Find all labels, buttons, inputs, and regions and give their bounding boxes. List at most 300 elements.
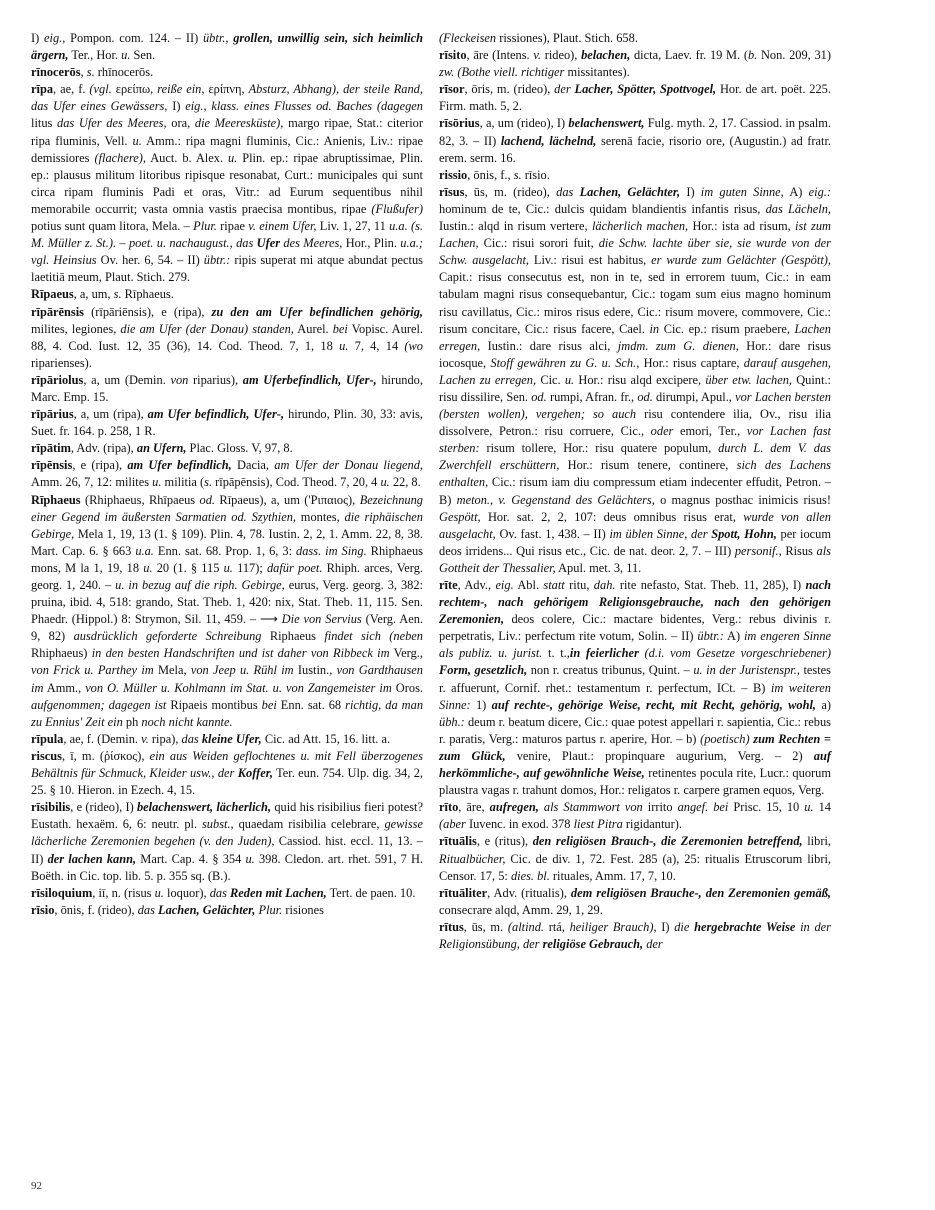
bold-italic-inner: auf herkömmliche-, auf gewöhnliche Weise, xyxy=(439,748,831,781)
headword: rīpula xyxy=(31,731,64,746)
dictionary-entry xyxy=(31,457,423,491)
headword: rīpēnsis xyxy=(31,458,73,473)
text-segment: Auct. b. Alex. xyxy=(145,150,228,165)
text-segment: , ae, f. (Demin. xyxy=(63,731,142,746)
text-segment: Ter., Hor. xyxy=(68,48,122,63)
bold-italic-text xyxy=(533,834,803,848)
italic-text: u. xyxy=(143,560,153,575)
italic-text: das Lächeln, xyxy=(765,201,832,216)
italic-text: übtr.: xyxy=(697,629,724,644)
bold-italic-text xyxy=(230,886,327,900)
text-segment: Mela 1, 19, 13 (1. § 109). Plin. 4, 78. Iustin. 2, 2, 1. Amm. 22, 8, 38. Mart. Cap. 6. § 663 xyxy=(31,526,423,558)
italic-text: das xyxy=(137,902,158,917)
text-segment: , ōris, m. (rideo), xyxy=(464,82,555,97)
left-column xyxy=(31,30,423,919)
italic-text: u. xyxy=(132,133,142,148)
text-segment: Tert. de paen. 10. xyxy=(326,885,416,900)
bold-italic-text xyxy=(257,236,280,250)
text-segment: Aurel. xyxy=(293,321,333,336)
dictionary-entry xyxy=(31,286,423,303)
text-segment: hirundo, Plin. 30, 33: avis, Suet. fr. 164. p. 258, 1 R. xyxy=(31,407,423,439)
text-segment: Rīphaeus. xyxy=(121,287,174,302)
headword: rīsus xyxy=(439,184,465,199)
text-segment: Fulg. myth. 2, 17. Cassiod. in psalm. 82, 3. – II) xyxy=(439,116,832,148)
italic-text: jmdm. zum G. dienen, xyxy=(617,338,739,353)
italic-text: Gespött, xyxy=(439,509,481,524)
dictionary-entry xyxy=(31,304,423,372)
text-segment: Ripaeis montibus xyxy=(166,697,262,712)
text-segment: Oros. xyxy=(391,680,423,695)
italic-text: der xyxy=(554,82,575,97)
italic-text: als Gottheit der Thessalier, xyxy=(439,543,831,575)
bold-italic-inner: kleine Ufer, xyxy=(201,731,262,746)
text-segment: , iī, n. (risus xyxy=(92,885,155,900)
text-segment: Risus xyxy=(781,543,817,558)
italic-text: v. xyxy=(533,48,542,63)
bold-italic-inner: auf rechte-, gehörige Weise, recht, mit Recht, gehörig, wohl, xyxy=(491,697,817,712)
bold-italic-inner: grollen, unwillig sein, sich heimlich ärgern, xyxy=(31,31,423,63)
headword: rīsito xyxy=(439,48,467,63)
italic-text: u. xyxy=(223,560,233,575)
italic-text: (Flußufer) xyxy=(371,201,423,216)
text-segment: , ōnis, f., xyxy=(467,167,514,182)
text-segment: , e (ritus), xyxy=(476,834,533,849)
bold-italic-text xyxy=(568,116,644,130)
text-segment: ερίπνη, xyxy=(204,82,249,97)
italic-text: s. xyxy=(86,65,95,80)
italic-text: von Frick u. Parthey im xyxy=(31,663,154,678)
bold-italic-inner: belachenswert, xyxy=(568,116,645,131)
bold-italic-inner: in feierlicher xyxy=(569,646,639,661)
bold-italic-text xyxy=(148,407,284,421)
text-segment: montes, xyxy=(295,509,345,524)
italic-text: (Fleckeisen xyxy=(439,31,497,45)
bold-italic-inner: Spott, Hohn, xyxy=(711,526,777,541)
text-segment: venire, Plaut.: propinquare augurium, Verg. – 2) xyxy=(505,748,814,763)
headword: rīto xyxy=(439,800,459,815)
bold-italic-inner: den religiösen Brauch-, die Zeremonien betreffend, xyxy=(532,834,803,849)
text-segment: ora, xyxy=(166,116,195,131)
text-segment: , ōnis, f. (rideo), xyxy=(54,902,138,917)
bold-italic-text xyxy=(580,185,681,199)
bold-italic-text xyxy=(501,134,597,148)
text-segment: , a, um (Demin. xyxy=(83,372,171,387)
text-segment: Hor. sat. 2, 2, 107: deus omnibus risus erat, xyxy=(480,509,744,524)
dictionary-entry xyxy=(439,799,831,833)
headword: rīpāriolus xyxy=(31,372,84,387)
bold-italic-inner: Lachen, Gelächter, xyxy=(579,184,681,199)
italic-text: als Stammwort von xyxy=(543,800,643,815)
italic-text: zw. (Bothe viell. richtiger xyxy=(439,65,565,80)
headword: rīpārēnsis xyxy=(31,304,85,319)
text-segment: , Adv. (ritualis), xyxy=(487,885,571,900)
italic-text: der xyxy=(643,936,663,951)
text-segment: hominum de te, Cic.: dulcis quidam blandientis infantis risus, xyxy=(439,201,766,216)
text-segment: , ūs, m. xyxy=(463,919,508,934)
text-segment: Amm., xyxy=(43,680,86,695)
text-segment: ritu, xyxy=(564,578,594,592)
text-segment: Rhiphaeus mons, M la 1, 19, 18 xyxy=(31,543,423,575)
bold-italic-inner: am Uferbefindlich, Ufer-, xyxy=(242,372,377,387)
text-segment: hirundo, Marc. Emp. 15. xyxy=(31,372,423,404)
headword: rīpātim xyxy=(31,441,71,456)
text-segment: deum r. beatum dicere, Cic.: quae potest appellari r. sapientia, Cic.: rebus r. paratis, Verg.: maturos partus r. aperire, Hor. – b) xyxy=(439,714,831,746)
text-segment: Apul. met. 3, 11. xyxy=(555,560,642,575)
text-segment: a) xyxy=(816,697,831,712)
italic-text: u. xyxy=(564,372,575,387)
text-segment: (rīpāriēnsis), e (ripa), xyxy=(84,304,212,319)
bold-italic-inner: Lachen, Gelächter, xyxy=(158,902,256,917)
italic-text: s. xyxy=(204,475,213,490)
dictionary-entry xyxy=(439,115,831,166)
italic-text: dah. xyxy=(593,578,616,592)
bold-italic-text xyxy=(158,903,255,917)
italic-text: statt xyxy=(543,578,565,592)
italic-text: übtr.: xyxy=(203,253,231,268)
italic-text: durch L. dem V. das Zwerchfell erschüttern, xyxy=(439,441,831,473)
italic-text: bei xyxy=(261,697,277,712)
dictionary-entry xyxy=(31,799,423,884)
dictionary-entry xyxy=(439,167,831,184)
italic-text: eig., klass. eines Flusses od. Baches (dagegen xyxy=(185,99,423,114)
text-segment: , a, um (ripa), xyxy=(73,407,148,422)
bold-italic-inner: religiöse Gebrauch, xyxy=(542,936,644,951)
italic-text: aufgenommen; dagegen ist xyxy=(31,697,167,712)
text-segment: 14 xyxy=(813,800,831,815)
text-segment: rtá, xyxy=(544,919,570,934)
text-segment: (Verg. Aen. 9, 82) xyxy=(31,612,423,644)
italic-text: des Meeres, xyxy=(280,236,343,251)
bold-italic-inner: aufregen, xyxy=(489,800,539,815)
italic-text: ausdrücklich geforderte Schreibung xyxy=(73,629,262,644)
text-segment: Abl. xyxy=(513,578,544,592)
headword: rīpa xyxy=(31,82,54,97)
italic-text: Stoff gewähren zu G. u. Sch., xyxy=(490,355,640,370)
text-segment: risiones xyxy=(282,902,324,917)
text-segment: , e (rideo), I) xyxy=(70,800,137,815)
text-segment: Iuvenc. in exod. 378 xyxy=(465,817,574,832)
text-segment: rigidantur). xyxy=(622,817,682,832)
italic-text: od. xyxy=(531,389,547,404)
headword: riscus xyxy=(31,748,62,763)
text-segment: Rīpaeus), a, um ('Ριπαιος), xyxy=(215,492,360,507)
italic-text: liest Pitra xyxy=(573,817,623,832)
italic-text: od. xyxy=(199,492,216,507)
italic-text: u. xyxy=(339,338,349,353)
italic-text: (flachere), xyxy=(94,150,146,165)
dictionary-entry xyxy=(31,406,423,440)
bold-italic-inner: nach rechtem-, nach gehörigem Religionsgebrauche, nach den gehörigen Zeremonien, xyxy=(439,578,832,627)
text-segment: Cic. ep.: risum praebere, xyxy=(659,321,795,336)
bold-italic-inner: Form, gesetzlich, xyxy=(439,663,528,678)
bold-italic-text xyxy=(543,937,644,951)
text-segment: rissiones), Plaut. Stich. 658. xyxy=(496,31,638,45)
dictionary-entry xyxy=(31,440,423,457)
italic-text: Lachen erregen, xyxy=(439,321,831,353)
bold-italic-text xyxy=(575,82,717,96)
italic-text: reiße ein, xyxy=(157,82,205,97)
bold-italic-text xyxy=(202,732,262,746)
text-segment: Cassiod. hist. eccl. 11, 13. – II) xyxy=(31,834,423,866)
text-segment: Hor.: risum tenere, continere, xyxy=(559,458,737,473)
text-segment: Enn. sat. 68. Prop. 1, 6, 3: xyxy=(153,543,297,558)
text-segment: Liv. 1, 27, 11 xyxy=(316,219,390,234)
bold-italic-text xyxy=(137,800,271,814)
text-segment: serenā facie, risorio ore, (Augustin.) ad fratr. erem. serm. 16. xyxy=(439,133,832,165)
text-segment: non r. creatus tribunus, Quint. – xyxy=(527,663,694,678)
italic-text: die riphäischen Gebirge, xyxy=(31,509,423,541)
text-segment: risu contendere ilia, Ov., risu ilia dissolvere, Petron.: risu corruere, Cic., xyxy=(439,407,831,439)
text-segment: rituales, Amm. 17, 7, 10. xyxy=(549,868,676,883)
text-segment: ripa), xyxy=(148,731,182,746)
text-segment: Ov. her. 6, 54. – II) xyxy=(96,253,204,268)
text-segment: Non. 209, 31) xyxy=(757,48,831,63)
bold-italic-inner: belachenswert, lächerlich, xyxy=(136,800,272,815)
dictionary-entry xyxy=(31,748,423,799)
text-segment: I) xyxy=(31,31,45,45)
italic-text: oder xyxy=(650,424,674,439)
bold-italic-text xyxy=(711,527,777,541)
italic-text: personif., xyxy=(734,543,782,558)
text-segment: (Rhiphaeus, Rhīpaeus xyxy=(80,492,200,507)
dictionary-entry xyxy=(31,372,423,406)
bold-italic-inner: am Ufer befindlich, xyxy=(127,458,232,473)
bold-italic-inner: lachend, lächelnd, xyxy=(500,133,597,148)
text-segment: retinentes pocula rite, Lucr.: quorum plaustra vagas r. trahunt domos, Hor.: religatos r. carpere gramen equos, Verg. xyxy=(439,766,831,798)
italic-text: u. xyxy=(804,800,814,815)
bold-italic-text xyxy=(127,458,231,472)
text-segment: Enn. sat. 68 xyxy=(276,697,346,712)
italic-text: Plur. xyxy=(193,219,217,234)
bold-italic-inner: zum Rechten = zum Glück, xyxy=(439,731,831,763)
text-segment: Ov. fast. 1, 438. – II) xyxy=(495,526,610,541)
italic-text: im engeren Sinne als publiz. u. jurist. xyxy=(439,629,832,661)
text-segment: Verg., xyxy=(389,646,423,661)
dictionary-entry xyxy=(439,833,831,884)
italic-text: s. xyxy=(113,287,122,302)
text-segment: ripae xyxy=(216,219,249,234)
text-segment: Iustin.: dare risus alci, xyxy=(480,338,618,353)
italic-text: u. xyxy=(121,48,131,63)
italic-text: im guten Sinne, xyxy=(700,184,784,199)
bold-italic-inner: hergebrachte Weise xyxy=(694,919,796,934)
italic-text: s. xyxy=(513,167,522,182)
bold-italic-inner: am Ufer befindlich, Ufer-, xyxy=(147,407,285,422)
headword: rīsiloquium xyxy=(31,885,93,900)
headword: Rīpaeus xyxy=(31,287,74,302)
italic-text: die xyxy=(674,919,695,934)
text-segment: dicta, Laev. fr. 19 M. ( xyxy=(630,48,748,63)
italic-text: v. einem Ufer, xyxy=(248,219,317,234)
text-segment: Rhiphaeus) xyxy=(31,646,92,661)
italic-text: über etw. lachen, xyxy=(705,372,792,387)
bold-italic-text xyxy=(694,920,795,934)
text-segment: I) xyxy=(167,99,186,114)
bold-italic-inner: der lachen kann, xyxy=(47,851,137,866)
italic-text: eig.: xyxy=(808,184,832,199)
italic-text: das xyxy=(556,184,580,199)
italic-text: lächerlich machen, xyxy=(591,219,689,234)
dictionary-entry xyxy=(439,81,831,115)
italic-text: in der Religionsübung, der xyxy=(439,919,831,951)
bold-italic-inner: Lacher, Spötter, Spottvogel, xyxy=(574,82,717,97)
text-segment: 117); xyxy=(232,560,267,575)
headword: rissio xyxy=(439,167,468,182)
italic-text: von xyxy=(170,372,189,387)
italic-text: Plur. xyxy=(258,902,283,917)
italic-text: in xyxy=(649,321,660,336)
italic-text: angef. bei xyxy=(677,800,729,815)
italic-text: die am Ufer (der Donau) standen, xyxy=(120,321,294,336)
bold-italic-inner: dem religiösen Brauche-, den Zeremonien gemäß, xyxy=(570,885,831,900)
italic-text: u. in der Juristenspr., xyxy=(693,663,800,678)
text-segment: Hor.: ista ad risum, xyxy=(688,219,796,234)
dictionary-entry xyxy=(31,30,423,64)
text-segment: rumpi, Afran. fr., xyxy=(546,389,638,404)
headword: rīnocerōs xyxy=(31,65,81,80)
dictionary-entry xyxy=(439,919,831,953)
text-segment: rideo), xyxy=(541,48,582,63)
text-segment: deos colere, Cic.: mactare bidentes, Verg.: rebus divinis r. perpetratis, Liv.: perfectum rite votum, Solin. – II) xyxy=(439,612,831,644)
italic-text: dass. im Sing. xyxy=(296,543,367,558)
italic-text: sich des Lachens enthalten, xyxy=(439,458,831,490)
italic-text: u. xyxy=(154,885,164,900)
italic-text: (poetisch) xyxy=(700,731,754,746)
italic-text: im üblen Sinne, der xyxy=(609,526,712,541)
text-segment: , e (ripa), xyxy=(72,458,128,473)
text-segment: o magnus posthac inimicis risus! xyxy=(654,492,831,507)
italic-text: im weiteren Sinne: xyxy=(439,680,831,712)
dictionary-entry xyxy=(439,47,831,81)
italic-text: u. xyxy=(152,475,162,490)
text-segment: I) xyxy=(656,919,675,934)
text-segment: libri, xyxy=(802,834,831,849)
text-segment: Plin. ep.: ripae abruptissimae, Plin. ep.: plausus militum litoribus ripisque resonabat, Curt.: municipales qui sunt circa ripam fluminis Padi et oras, Vitr.: ad Eurum sequentibus nihil memorabile occurrit; vasta omnia vastis praecisa montibus, ripae xyxy=(31,150,424,216)
dictionary-entry xyxy=(439,885,831,919)
italic-text: das xyxy=(181,731,202,746)
italic-text: subst., xyxy=(201,817,234,832)
right-column xyxy=(439,30,831,953)
headword: rīsōrius xyxy=(439,116,480,131)
text-segment: eurus, Verg. georg. 3, 382: pruina, ibid. 4, 518: grando, Stat. Theb. 1, 420: nix, Stat. Theb. 11, 115. Sen. Phaedr. (Hippol.) 8: Strymon, Sil. 11, 459. – ⟶ xyxy=(31,578,423,627)
text-segment: Iustin., xyxy=(293,663,337,678)
text-segment: rīpāpēnsis), Cod. Theod. 7, 20, 4 xyxy=(212,475,381,490)
italic-text: von Jeep u. Rühl im xyxy=(190,663,294,678)
text-segment: 398. Cledon. art. rhet. 591, 7 H. Boëth. in Cic. top. lib. 5. p. 355 sq. (B.). xyxy=(31,851,424,883)
text-segment: missitantes). xyxy=(564,65,630,80)
headword: rīsor xyxy=(439,82,465,97)
text-segment: Cic. xyxy=(536,372,565,387)
italic-text: darauf ausgehen, Lachen zu erregen, xyxy=(439,355,832,387)
italic-text: von Gardthausen im xyxy=(31,663,423,695)
dictionary-entry xyxy=(439,184,831,577)
text-segment: loquor), xyxy=(163,885,210,900)
text-segment: t. t., xyxy=(542,646,570,661)
italic-text: (d.i. vom Gesetze vorgeschriebener) xyxy=(638,646,832,661)
italic-text: od. xyxy=(637,389,653,404)
text-segment: Hor.: dare risus iocosque, xyxy=(439,338,831,370)
text-segment: ερείπω, xyxy=(111,82,158,97)
text-segment: Hor.: risu alqd excipere, xyxy=(574,372,706,387)
text-segment: Vopisc. Aurel. 88, 4. Cod. Iust. 12, 35 (36), 14. Cod. Theod. 7, 1, 18 xyxy=(31,321,423,353)
page-number: 92 xyxy=(31,1180,42,1192)
text-segment: Cic. ad Att. 15, 16. litt. a. xyxy=(261,731,391,746)
text-segment: Prisc. 15, 10 xyxy=(728,800,805,815)
italic-text: übh.: xyxy=(439,714,465,729)
italic-text: vor Lachen fast sterben: xyxy=(439,424,831,456)
text-segment: Ter. eun. 754. Ulp. dig. 34, 2, 25. § 10. Hieron. in Ezech. 4, 15. xyxy=(31,766,423,798)
italic-text: Absturz, Abhang), der steile Rand, das Ufer eines Gewässers, xyxy=(31,82,423,114)
text-segment: Plac. Gloss. V, 97, 8. xyxy=(186,441,293,456)
italic-text: das xyxy=(209,885,230,900)
bold-italic-text xyxy=(439,663,527,677)
text-segment: , Adv. (ripa), xyxy=(70,441,137,456)
italic-text: die Meeresküste), xyxy=(194,116,284,131)
text-segment: Dacia, xyxy=(231,458,275,473)
headword: rītuālis xyxy=(439,834,477,849)
text-segment: Hor. de art. poët. 225. Firm. math. 5, 2. xyxy=(439,82,831,114)
italic-text: findet sich (neben xyxy=(324,629,423,644)
dictionary-entry xyxy=(31,492,423,731)
italic-text: u. xyxy=(227,150,238,165)
bold-italic-inner: Koffer, xyxy=(237,766,273,781)
italic-text: u. xyxy=(380,475,390,490)
headword: rīpārius xyxy=(31,407,74,422)
italic-text: in den besten Handschriften und ist daher von Ribbeck im xyxy=(91,646,390,661)
text-segment: Liv.: risui est habitus, xyxy=(529,253,652,268)
text-segment: , āre (Intens. xyxy=(466,48,534,63)
text-segment: 22, 8. xyxy=(389,475,421,490)
headword: rīsio xyxy=(31,902,55,917)
text-segment: Amm. 26, 7, 12: milites xyxy=(31,475,153,490)
italic-text: v. xyxy=(141,731,149,746)
text-segment: ph xyxy=(122,714,142,729)
text-segment: , ī, m. (ῥίσκος), xyxy=(61,748,150,763)
italic-text: (altind. xyxy=(507,919,545,934)
italic-text: vor Lachen bersten (bersten wollen), vergehen; so auch xyxy=(439,389,831,422)
text-segment: , ūs, m. (rideo), xyxy=(464,184,557,199)
text-segment: , a, um (rideo), I) xyxy=(479,116,569,131)
text-segment: consecrare alqd, Amm. 29, 1, 29. xyxy=(439,902,603,917)
text-segment: Pompon. com. 124. – II) xyxy=(65,31,203,45)
italic-text: ein aus Weiden geflochtenes u. mit Fell überzogenes Behältnis für Schmuck, Kleider usw., der xyxy=(31,748,424,781)
bold-italic-text xyxy=(137,441,187,455)
italic-text: Bezeichnung einer Gegend im äußersten Sarmatien od. Szythien, xyxy=(31,492,423,524)
dictionary-entry xyxy=(439,577,831,799)
headword: rīte xyxy=(439,578,458,592)
text-segment: 1) xyxy=(470,697,492,712)
italic-text: die Schw. lachte über sie, sie wurde von der Schw. ausgelacht, xyxy=(439,236,831,268)
text-segment: Iustin.: alqd in risum vertere, xyxy=(439,219,592,234)
italic-text: übtr., xyxy=(202,31,234,45)
text-segment: ripis superat mi atque abundat pectus laetitiā meum, Plaut. Stich. 279. xyxy=(31,253,423,285)
headword: rītus xyxy=(439,919,464,934)
text-segment: riparienses). xyxy=(31,355,92,370)
italic-text: am Ufer der Donau liegend, xyxy=(274,458,423,473)
text-segment: quaedam risibilia celebrare, xyxy=(233,817,385,832)
text-segment: litus xyxy=(31,116,58,131)
text-segment: Quint.: risu dissilire, Sen. xyxy=(439,372,831,404)
bold-italic-text xyxy=(243,373,377,387)
bold-italic-text xyxy=(571,886,831,900)
text-segment: riparius), xyxy=(188,372,243,387)
dictionary-entry xyxy=(31,731,423,748)
text-segment: A) xyxy=(783,184,809,199)
text-segment: rīsio. xyxy=(521,167,550,182)
bold-italic-text xyxy=(238,766,273,780)
text-segment: 20 (1. § 115 xyxy=(152,560,224,575)
text-segment: I) xyxy=(680,184,701,199)
